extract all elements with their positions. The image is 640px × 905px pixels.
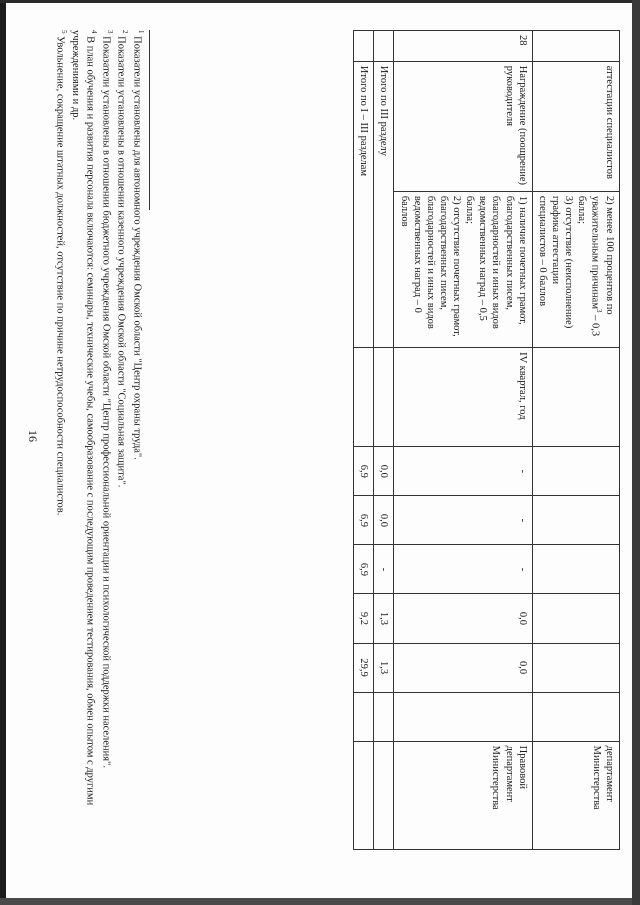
footnote-text: Показатели установлены в отношении бюджетного учреждения Омской области "Центр профессиональной ориентации и психологической поддержки населения". [100, 36, 112, 768]
criteria-line: – 0,3 балла; [576, 195, 601, 337]
empty-cell [354, 31, 374, 62]
total-label: Итого по I – III разделам [354, 61, 374, 347]
empty-cell [374, 348, 394, 447]
footnote-mark: 2 [121, 30, 130, 34]
total-value: 0,0 [374, 496, 394, 545]
criteria-cell [394, 191, 532, 347]
scan-border-bottom [0, 898, 640, 905]
criteria-line: 1) наличие почетных грамот, благодарственных писем, благодарностей и иных видов ведомственных наград – 0,5 балла; [464, 195, 528, 329]
total-value: 6,9 [354, 496, 374, 545]
empty-cell [354, 348, 374, 447]
footnote-mark: 1 [137, 30, 145, 34]
total-value: 9,2 [354, 594, 374, 643]
table-row [394, 31, 532, 850]
indicator-name: Награждение (поощрение) руководителя [394, 61, 532, 191]
footnote-mark: 4 [89, 30, 98, 34]
value-cell: 0,0 [394, 643, 532, 692]
row-number [532, 31, 619, 62]
total-label: Итого по III разделу [374, 61, 394, 347]
value-cell [532, 496, 619, 545]
footnote [114, 30, 130, 850]
total-value: 1,3 [374, 594, 394, 643]
total-value: 29,9 [354, 643, 374, 692]
footnote [68, 30, 98, 850]
table-row-total [374, 31, 394, 850]
footnote-mark: 3 [594, 308, 603, 313]
empty-cell [374, 692, 394, 741]
empty-cell [374, 31, 394, 62]
empty-cell [354, 741, 374, 849]
criteria-line: 2) отсутствие почетных грамот, благодарственных писем, благодарностей и иных видов ведомственных наград – 0 баллов [398, 195, 463, 337]
total-value: 1,3 [374, 643, 394, 692]
empty-cell [354, 692, 374, 741]
value-cell: 0,0 [394, 594, 532, 643]
responsible-cell: Правовой департамент Министерства [394, 741, 532, 849]
scan-border-right [632, 0, 640, 905]
value-cell: - [394, 447, 532, 496]
period-cell: IV квартал, год [394, 348, 532, 447]
value-cell [532, 692, 619, 741]
indicator-name: аттестации специалистов [532, 61, 619, 191]
value-cell [532, 643, 619, 692]
table-row-total [354, 31, 374, 850]
total-value: - [374, 545, 394, 594]
value-cell [532, 545, 619, 594]
footnotes [52, 30, 150, 850]
footnote-mark: 5 [60, 30, 69, 34]
scan-border-top [0, 0, 640, 3]
value-cell [394, 692, 532, 741]
criteria-line: 2) менее 100 процентов по уважительным причинам [589, 195, 615, 315]
row-number: 28 [394, 31, 532, 62]
empty-cell [374, 741, 394, 849]
value-cell [532, 447, 619, 496]
footnote-divider [149, 30, 150, 210]
criteria-line: 3) отсутствие (неисполнение) графика аттестации специалистов – 0 баллов [536, 195, 575, 329]
footnote [129, 30, 145, 850]
total-value: 0,0 [374, 447, 394, 496]
footnote [98, 30, 114, 850]
indicators-table [353, 30, 620, 850]
table-row [532, 31, 619, 850]
value-cell: - [394, 496, 532, 545]
footnote-text: Показатели установлены для автономного учреждения Омской области "Центр охраны труда". [131, 36, 143, 460]
value-cell [532, 594, 619, 643]
footnote-text: Показатели установлены в отношении казенного учреждения Омской области "Социальная защита". [115, 36, 127, 488]
rotated-document [20, 30, 620, 890]
footnote [52, 30, 68, 850]
total-value: 6,9 [354, 545, 374, 594]
scan-border-left [0, 0, 6, 905]
total-value: 6,9 [354, 447, 374, 496]
responsible-cell: департамент Министерства [532, 741, 619, 849]
footnote-text: В план обучения и развития персонала включаются: семинары, технические учебы, самообразование с последующим проведением тестирования, обмен опытом с другими учреждениями и др. [70, 30, 96, 806]
page-number: 16 [26, 430, 40, 442]
period-cell [532, 348, 619, 447]
footnote-mark: 3 [105, 30, 114, 34]
criteria-cell [532, 191, 619, 347]
footnote-text: Увольнение, сокращение штатных должностей, отсутствие по причине нетрудоспособности специалистов. [54, 36, 66, 516]
value-cell: - [394, 545, 532, 594]
